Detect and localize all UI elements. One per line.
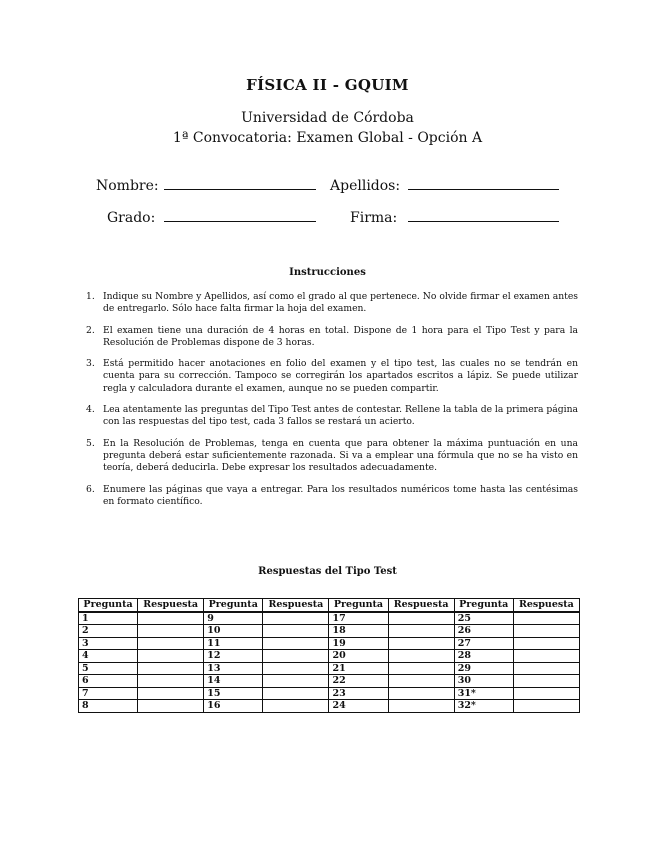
header-respuesta: Respuesta <box>388 599 454 612</box>
instruction-text: En la Resolución de Problemas, tenga en cuenta que para obtener la máxima puntuación en una pregunta deberá estar suficientemente razonada. Si va a emplear una fórmula que no se ha visto en teoría, deberá deducirla. Debe expresar los resultados adecuadamente. <box>103 437 578 474</box>
apellidos-field[interactable] <box>410 172 557 188</box>
instruction-number: 5. <box>86 437 95 449</box>
question-number-cell: 30 <box>454 675 513 688</box>
answer-cell[interactable] <box>513 675 579 688</box>
question-number-cell: 2 <box>79 625 138 638</box>
answer-cell[interactable] <box>138 650 204 663</box>
question-number-cell: 29 <box>454 662 513 675</box>
question-number-cell: 17 <box>329 612 388 625</box>
instruction-number: 1. <box>86 291 95 302</box>
question-number-cell: 6 <box>79 675 138 688</box>
firma-label: Firma: <box>350 210 398 226</box>
question-number-cell: 11 <box>204 637 263 650</box>
answer-cell[interactable] <box>513 612 579 625</box>
answer-cell[interactable] <box>513 662 579 675</box>
question-number-cell: 21 <box>329 662 388 675</box>
table-row <box>79 625 580 638</box>
firma-underline <box>408 221 559 222</box>
header-pregunta: Pregunta <box>79 599 138 612</box>
nombre-field[interactable] <box>166 172 314 188</box>
question-number-cell: 19 <box>329 637 388 650</box>
table-row <box>79 687 580 700</box>
table-row <box>79 612 580 625</box>
question-number-cell: 24 <box>329 700 388 713</box>
table-row <box>79 662 580 675</box>
university-name: Universidad de Córdoba <box>241 110 414 126</box>
question-number-cell: 1 <box>79 612 138 625</box>
answer-cell[interactable] <box>513 625 579 638</box>
answer-cell[interactable] <box>388 675 454 688</box>
instruction-text: Lea atentamente las preguntas del Tipo Test antes de contestar. Rellene la tabla de la primera página con las respuestas del tipo test, cada 3 fallos se restará un acierto. <box>103 404 578 428</box>
instruction-text: Está permitido hacer anotaciones en folio del examen y el tipo test, las cuales no se tendrán en cuenta para su corrección. Tampoco se corregirán los apartados escritos a lápiz. Se puede utilizar regla y calculadora durante el examen, aunque no se pueden compartir. <box>103 358 578 394</box>
header-pregunta: Pregunta <box>329 599 388 612</box>
nombre-label: Nombre: <box>96 178 159 194</box>
answer-cell[interactable] <box>138 662 204 675</box>
table-row <box>79 700 580 713</box>
question-number-cell: 13 <box>204 662 263 675</box>
answer-cell[interactable] <box>263 650 329 663</box>
instruction-text: El examen tiene una duración de 4 horas en total. Dispone de 1 hora para el Tipo Test y para la Resolución de Problemas dispone de 3 horas. <box>103 324 578 348</box>
answers-table <box>78 598 580 713</box>
header-respuesta: Respuesta <box>138 599 204 612</box>
exam-session: 1ª Convocatoria: Examen Global - Opción A <box>172 130 483 146</box>
table-row <box>79 637 580 650</box>
question-number-cell: 26 <box>454 625 513 638</box>
instruction-number: 4. <box>86 404 95 416</box>
nombre-underline <box>164 189 316 190</box>
answer-cell[interactable] <box>263 612 329 625</box>
answer-cell[interactable] <box>138 675 204 688</box>
grado-label: Grado: <box>107 210 156 226</box>
answer-cell[interactable] <box>138 637 204 650</box>
instruction-number: 6. <box>86 483 95 495</box>
answers-header-row <box>79 599 580 612</box>
question-number-cell: 28 <box>454 650 513 663</box>
answers-heading: Respuestas del Tipo Test <box>258 566 397 577</box>
question-number-cell: 27 <box>454 637 513 650</box>
firma-field[interactable] <box>410 204 557 220</box>
grado-underline <box>164 221 316 222</box>
instruction-item <box>86 325 578 350</box>
apellidos-label: Apellidos: <box>330 178 401 194</box>
instruction-number: 3. <box>86 358 95 370</box>
question-number-cell: 32* <box>454 700 513 713</box>
instructions-heading: Instrucciones <box>289 267 366 278</box>
answer-cell[interactable] <box>513 637 579 650</box>
instructions-list <box>86 291 578 517</box>
answer-cell[interactable] <box>138 625 204 638</box>
answer-cell[interactable] <box>388 687 454 700</box>
question-number-cell: 16 <box>204 700 263 713</box>
answer-cell[interactable] <box>138 700 204 713</box>
instruction-text: Indique su Nombre y Apellidos, así como el grado al que pertenece. No olvide firmar el examen antes de entregarlo. Sólo hace falta firmar la hoja del examen. <box>103 291 578 315</box>
answer-cell[interactable] <box>388 637 454 650</box>
question-number-cell: 18 <box>329 625 388 638</box>
question-number-cell: 15 <box>204 687 263 700</box>
answer-cell[interactable] <box>138 687 204 700</box>
question-number-cell: 20 <box>329 650 388 663</box>
header-pregunta: Pregunta <box>204 599 263 612</box>
question-number-cell: 8 <box>79 700 138 713</box>
answer-cell[interactable] <box>263 687 329 700</box>
instruction-item <box>86 358 578 395</box>
answer-cell[interactable] <box>388 700 454 713</box>
answer-cell[interactable] <box>263 700 329 713</box>
instruction-item <box>86 484 578 509</box>
question-number-cell: 9 <box>204 612 263 625</box>
instruction-item <box>86 438 578 475</box>
question-number-cell: 14 <box>204 675 263 688</box>
answer-cell[interactable] <box>263 625 329 638</box>
table-row <box>79 675 580 688</box>
question-number-cell: 5 <box>79 662 138 675</box>
answer-cell[interactable] <box>388 625 454 638</box>
question-number-cell: 12 <box>204 650 263 663</box>
answer-cell[interactable] <box>138 612 204 625</box>
instruction-item <box>86 291 578 316</box>
answer-cell[interactable] <box>388 612 454 625</box>
exam-title: FÍSICA II - GQUIM <box>246 76 409 94</box>
question-number-cell: 3 <box>79 637 138 650</box>
header-respuesta: Respuesta <box>263 599 329 612</box>
answer-cell[interactable] <box>388 650 454 663</box>
header-respuesta: Respuesta <box>513 599 579 612</box>
answer-cell[interactable] <box>263 637 329 650</box>
answer-cell[interactable] <box>513 700 579 713</box>
question-number-cell: 23 <box>329 687 388 700</box>
instruction-number: 2. <box>86 324 95 336</box>
apellidos-underline <box>408 189 559 190</box>
question-number-cell: 25 <box>454 612 513 625</box>
answer-cell[interactable] <box>513 687 579 700</box>
question-number-cell: 22 <box>329 675 388 688</box>
instruction-item <box>86 404 578 429</box>
answer-cell[interactable] <box>513 650 579 663</box>
table-row <box>79 650 580 663</box>
header-pregunta: Pregunta <box>454 599 513 612</box>
answer-cell[interactable] <box>388 662 454 675</box>
instruction-text: Enumere las páginas que vaya a entregar. Para los resultados numéricos tome hasta las centésimas en formato científico. <box>103 483 578 507</box>
question-number-cell: 4 <box>79 650 138 663</box>
question-number-cell: 10 <box>204 625 263 638</box>
answer-cell[interactable] <box>263 675 329 688</box>
question-number-cell: 31* <box>454 687 513 700</box>
question-number-cell: 7 <box>79 687 138 700</box>
answer-cell[interactable] <box>263 662 329 675</box>
grado-field[interactable] <box>166 204 314 220</box>
